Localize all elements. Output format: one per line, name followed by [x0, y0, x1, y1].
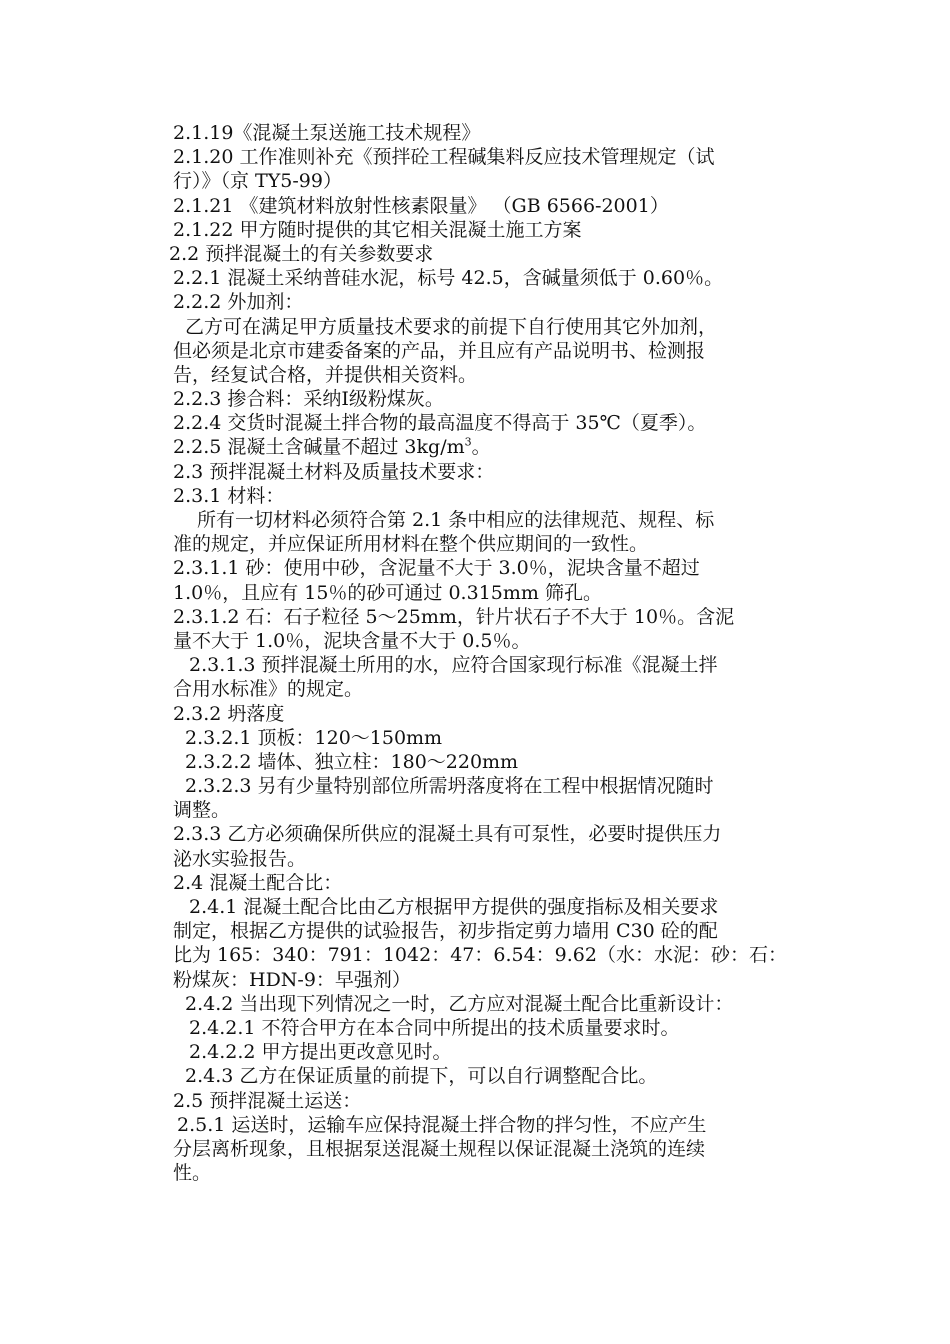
- text-line: 2.2.4 交货时混凝土拌合物的最高温度不得高于 35℃（夏季）。: [173, 412, 707, 435]
- text-line: 2.4.2.1 不符合甲方在本合同中所提出的技术质量要求时。: [189, 1016, 680, 1039]
- text-line: 量不大于 1.0％，泥块含量不大于 0.5％。: [173, 629, 531, 652]
- superscript: 3: [464, 436, 472, 450]
- text-line: 所有一切材料必须符合第 2.1 条中相应的法律规范、规程、标: [197, 509, 715, 531]
- text-line: 性。: [173, 1162, 212, 1185]
- text-line: 2.3.1.1 砂：使用中砂，含泥量不大于 3.0％，泥块含量不超过: [173, 557, 700, 580]
- text-line: 2.4.2 当出现下列情况之一时，乙方应对混凝土配合比重新设计：: [185, 992, 734, 1015]
- text-line: 2.3.2.1 顶板：120～150mm: [185, 726, 443, 749]
- text-line: 2.1.20 工作准则补充《预拌砼工程碱集料反应技术管理规定（试: [173, 146, 715, 169]
- text-line: [173, 435, 823, 459]
- text-line: 2.3.1.2 石：石子粒径 5～25mm，针片状石子不大于 10％。含泥: [173, 605, 735, 628]
- text-line: 1.0％，且应有 15％的砂可通过 0.315mm 筛孔。: [173, 581, 602, 604]
- text-line: 告，经复试合格，并提供相关资料。: [173, 363, 478, 386]
- document-body: [169, 121, 823, 1185]
- text-line: 2.3.1.3 预拌混凝土所用的水，应符合国家现行标准《混凝土拌: [189, 654, 718, 677]
- text-line: 泌水实验报告。: [173, 847, 307, 870]
- text-line: 粉煤灰：HDN-9：早强剂）: [173, 968, 411, 991]
- text-segment: 2.2.5 混凝土含碱量不超过 3kg/m: [173, 436, 465, 459]
- text-line: 2.4.1 混凝土配合比由乙方根据甲方提供的强度指标及相关要求: [189, 896, 719, 918]
- text-line: 2.3.2.2 墙体、独立柱：180～220mm: [185, 750, 519, 773]
- text-line: 2.4.2.2 甲方提出更改意见时。: [189, 1041, 452, 1064]
- text-line: 2.2.3 掺合料：采纳Ⅰ级粉煤灰。: [173, 388, 444, 411]
- section-heading: 2.2 预拌混凝土的有关参数要求: [169, 242, 434, 265]
- text-line: 2.3.1 材料：: [173, 484, 285, 507]
- section-heading: 2.3 预拌混凝土材料及质量技术要求：: [173, 460, 495, 483]
- text-line: 2.4.3 乙方在保证质量的前提下，可以自行调整配合比。: [185, 1065, 658, 1088]
- text-line: 2.1.21 《建筑材料放射性核素限量》 （GB 6566-2001）: [173, 194, 669, 217]
- text-line: 调整。: [173, 799, 231, 822]
- text-line: 比为 165：340：791：1042：47：6.54：9.62（水：水泥：砂：石：: [173, 944, 787, 967]
- text-line: 2.2.2 外加剂：: [173, 291, 304, 314]
- text-line: 2.3.2 坍落度: [173, 702, 285, 725]
- text-line: 2.5.1 运送时，运输车应保持混凝土拌合物的拌匀性，不应产生: [177, 1113, 707, 1136]
- text-line: 2.2.1 混凝土采纳普硅水泥，标号 42.5，含碱量须低于 0.60％。: [173, 267, 724, 290]
- text-line: 2.3.2.3 另有少量特别部位所需坍落度将在工程中根据情况随时: [185, 775, 714, 798]
- text-line: 2.1.22 甲方随时提供的其它相关混凝土施工方案: [173, 218, 582, 241]
- text-line: 分层离析现象，且根据泵送混凝土规程以保证混凝土浇筑的连续: [173, 1137, 706, 1160]
- text-line: 准的规定，并应保证所用材料在整个供应期间的一致性。: [173, 533, 649, 556]
- text-line: 2.1.19《混凝土泵送施工技术规程》: [173, 122, 481, 144]
- text-line: 但必须是北京市建委备案的产品，并且应有产品说明书、检测报: [173, 339, 706, 362]
- text-line: 制定，根据乙方提供的试验报告，初步指定剪力墙用 C30 砼的配: [173, 920, 718, 943]
- text-segment: 。: [471, 436, 491, 459]
- section-heading: 2.4 混凝土配合比：: [173, 871, 343, 894]
- text-line: 乙方可在满足甲方质量技术要求的前提下自行使用其它外加剂，: [185, 315, 718, 338]
- text-line: 2.3.3 乙方必须确保所供应的混凝土具有可泵性，必要时提供压力: [173, 823, 722, 846]
- text-line: 合用水标准》的规定。: [173, 678, 364, 701]
- text-line: 行）》（京 TY5-99）: [173, 170, 342, 193]
- section-heading: 2.5 预拌混凝土运送：: [173, 1089, 362, 1112]
